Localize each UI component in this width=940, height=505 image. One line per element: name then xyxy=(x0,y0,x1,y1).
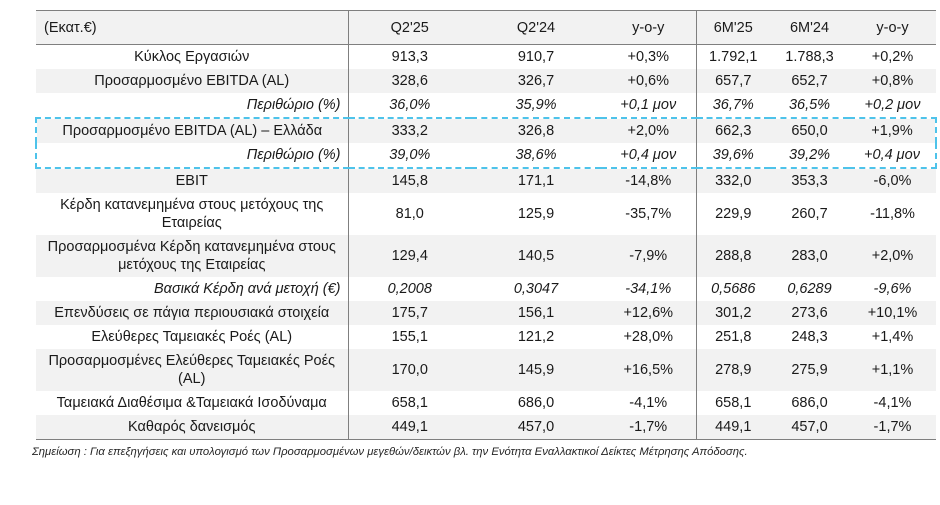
table-body xyxy=(36,45,936,440)
cell-value: 1.792,1 xyxy=(696,45,770,70)
table-row xyxy=(36,193,936,235)
table-row xyxy=(36,391,936,415)
footnote: Σημείωση : Για επεξηγήσεις και υπολογισμό των Προσαρμοσμένων μεγεθών/δεικτών βλ. την Ενότητα Εναλλακτικοί Δείκτες Μέτρησης Απόδοσης. xyxy=(32,446,748,458)
column-header-q2-24: Q2'24 xyxy=(471,11,601,45)
row-label: Περιθώριο (%) xyxy=(246,97,341,113)
cell-value: +28,0% xyxy=(623,329,674,345)
cell-value: 39,6% xyxy=(696,143,770,168)
table-row xyxy=(36,45,936,70)
cell-value: 658,1 xyxy=(696,391,770,415)
cell-value: 650,0 xyxy=(770,118,849,143)
cell-value: 283,0 xyxy=(791,248,828,264)
cell-value: +1,4% xyxy=(871,329,914,345)
cell-value: 657,7 xyxy=(696,69,770,93)
cell-value: +16,5% xyxy=(623,362,674,378)
column-header-6m-25: 6M'25 xyxy=(696,11,770,45)
cell-value: -4,1% xyxy=(873,395,912,411)
cell-value: 175,7 xyxy=(348,301,471,325)
cell-value: 121,2 xyxy=(517,329,555,345)
cell-value: +0,3% xyxy=(627,49,670,65)
cell-value: 81,0 xyxy=(348,193,471,235)
row-label: Προσαρμοσμένες Ελεύθερες Ταμειακές Ροές (AL) xyxy=(48,353,336,387)
header-row xyxy=(36,11,936,45)
table-row xyxy=(36,93,936,118)
table-row xyxy=(36,118,936,143)
row-label: EBIT xyxy=(175,173,208,189)
cell-value: 36,5% xyxy=(788,97,831,113)
cell-value: 333,2 xyxy=(348,118,471,143)
cell-value: -14,8% xyxy=(625,173,672,189)
column-header-q2-25: Q2'25 xyxy=(348,11,471,45)
cell-value: 457,0 xyxy=(471,415,601,440)
cell-value: 39,0% xyxy=(348,143,471,168)
cell-value: 275,9 xyxy=(791,362,828,378)
cell-value: +2,0% xyxy=(871,248,914,264)
cell-value: +0,4 μον xyxy=(849,143,936,168)
row-label: Ταμειακά Διαθέσιμα &Ταμειακά Ισοδύναμα xyxy=(56,395,327,411)
cell-value: +1,9% xyxy=(849,118,936,143)
cell-value: +0,2 μον xyxy=(864,97,921,113)
cell-value: 0,2008 xyxy=(348,277,471,301)
cell-value: 251,8 xyxy=(696,325,770,349)
column-header-yoy-6m: y-o-y xyxy=(849,11,936,45)
cell-value: +2,0% xyxy=(601,118,696,143)
report-page xyxy=(32,10,935,458)
cell-value: 145,9 xyxy=(517,362,555,378)
cell-value: -34,1% xyxy=(625,281,672,297)
cell-value: 326,8 xyxy=(471,118,601,143)
cell-value: +10,1% xyxy=(867,305,918,321)
column-header-yoy-q: y-o-y xyxy=(601,11,696,45)
row-label: Προσαρμοσμένα Κέρδη κατανεμημένα στους μετόχους της Εταιρείας xyxy=(47,239,336,273)
cell-value: 326,7 xyxy=(517,73,555,89)
cell-value: -35,7% xyxy=(625,206,672,222)
table-row xyxy=(36,349,936,391)
cell-value: 125,9 xyxy=(517,206,555,222)
cell-value: 260,7 xyxy=(791,206,828,222)
cell-value: -6,0% xyxy=(873,173,912,189)
cell-value: 38,6% xyxy=(471,143,601,168)
cell-value: 652,7 xyxy=(791,73,828,89)
cell-value: 229,9 xyxy=(696,193,770,235)
cell-value: 913,3 xyxy=(348,45,471,70)
cell-value: 288,8 xyxy=(696,235,770,277)
cell-value: -1,7% xyxy=(849,415,936,440)
table-row xyxy=(36,69,936,93)
cell-value: +0,2% xyxy=(871,49,914,65)
cell-value: 332,0 xyxy=(696,168,770,193)
cell-value: 457,0 xyxy=(770,415,849,440)
column-header-6m-24: 6M'24 xyxy=(770,11,849,45)
cell-value: 686,0 xyxy=(517,395,555,411)
cell-value: +0,6% xyxy=(627,73,670,89)
cell-value: +1,1% xyxy=(871,362,914,378)
row-label: Κύκλος Εργασιών xyxy=(134,49,250,65)
table-row xyxy=(36,415,936,440)
column-header-unit: (Εκατ.€) xyxy=(36,11,348,45)
table-row xyxy=(36,301,936,325)
cell-value: 1.788,3 xyxy=(785,49,834,65)
row-label: Κέρδη κατανεμημένα στους μετόχους της Εταιρείας xyxy=(60,197,324,231)
table-row xyxy=(36,235,936,277)
table-row xyxy=(36,277,936,301)
cell-value: 0,3047 xyxy=(513,281,559,297)
cell-value: 36,7% xyxy=(696,93,770,118)
cell-value: 36,0% xyxy=(348,93,471,118)
row-label: Ελεύθερες Ταμειακές Ροές (AL) xyxy=(91,329,293,345)
cell-value: 140,5 xyxy=(517,248,555,264)
cell-value: -9,6% xyxy=(873,281,912,297)
cell-value: 156,1 xyxy=(517,305,555,321)
cell-value: 170,0 xyxy=(348,349,471,391)
cell-value: 0,6289 xyxy=(787,281,832,297)
row-label: Προσαρμοσμένο EBITDA (AL) – Ελλάδα xyxy=(36,118,348,143)
table-header xyxy=(36,11,936,45)
cell-value: 278,9 xyxy=(696,349,770,391)
cell-value: 910,7 xyxy=(517,49,555,65)
cell-value: 353,3 xyxy=(791,173,828,189)
cell-value: 155,1 xyxy=(348,325,471,349)
cell-value: 686,0 xyxy=(791,395,828,411)
row-label: Καθαρός δανεισμός xyxy=(36,415,348,440)
cell-value: 145,8 xyxy=(348,168,471,193)
cell-value: 449,1 xyxy=(696,415,770,440)
table-row xyxy=(36,143,936,168)
financial-results-table xyxy=(35,10,937,440)
cell-value: +0,4 μον xyxy=(601,143,696,168)
table-row xyxy=(36,325,936,349)
cell-value: -7,9% xyxy=(629,248,668,264)
cell-value: 39,2% xyxy=(770,143,849,168)
cell-value: -11,8% xyxy=(870,206,915,222)
row-label: Επενδύσεις σε πάγια περιουσιακά στοιχεία xyxy=(54,305,330,321)
row-label: Βασικά Κέρδη ανά μετοχή (€) xyxy=(154,281,341,297)
row-label: Περιθώριο (%) xyxy=(36,143,348,168)
cell-value: 248,3 xyxy=(791,329,828,345)
cell-value: 171,1 xyxy=(517,173,555,189)
cell-value: 449,1 xyxy=(348,415,471,440)
cell-value: 328,6 xyxy=(348,69,471,93)
cell-value: -1,7% xyxy=(601,415,696,440)
cell-value: 0,5686 xyxy=(696,277,770,301)
cell-value: -4,1% xyxy=(629,395,668,411)
cell-value: 273,6 xyxy=(791,305,828,321)
cell-value: 662,3 xyxy=(696,118,770,143)
cell-value: 129,4 xyxy=(348,235,471,277)
cell-value: 658,1 xyxy=(348,391,471,415)
cell-value: 35,9% xyxy=(515,97,557,113)
cell-value: +12,6% xyxy=(623,305,674,321)
table-row xyxy=(36,168,936,193)
row-label: Προσαρμοσμένο EBITDA (AL) xyxy=(94,73,290,89)
cell-value: +0,8% xyxy=(871,73,914,89)
cell-value: 301,2 xyxy=(696,301,770,325)
cell-value: +0,1 μον xyxy=(620,97,677,113)
